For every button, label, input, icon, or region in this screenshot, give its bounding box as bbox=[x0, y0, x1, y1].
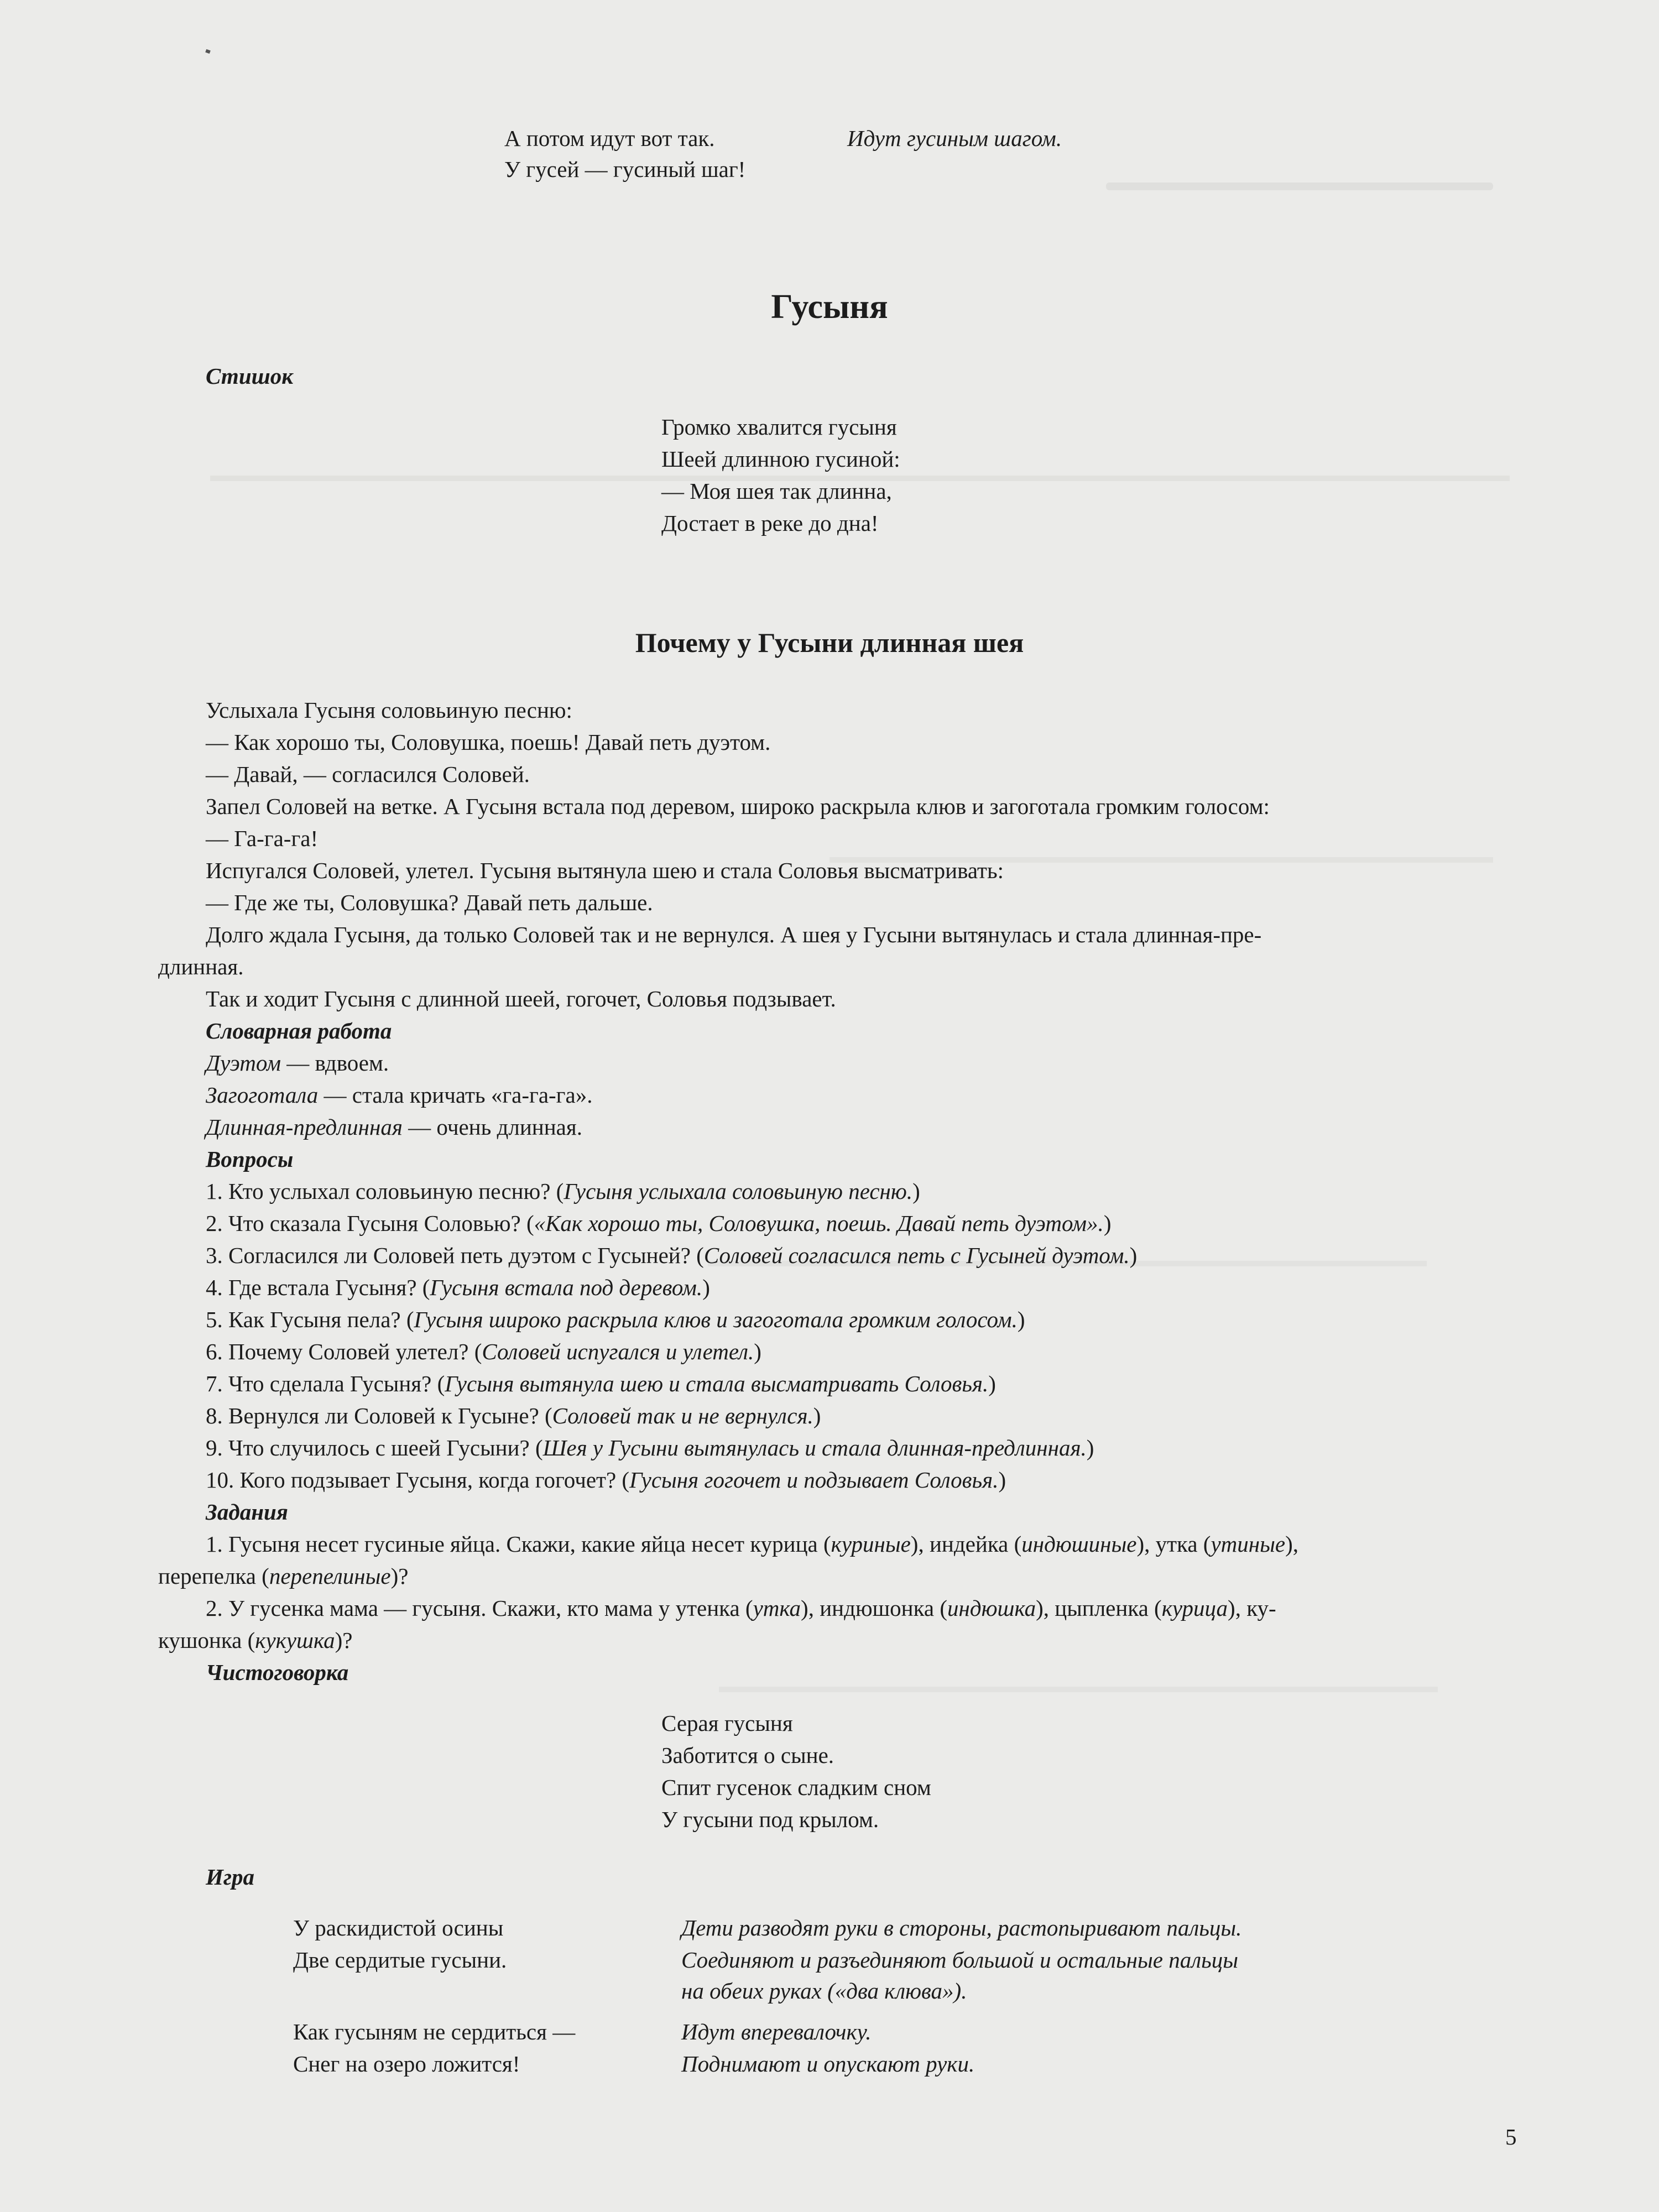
story-paragraph-5: — Га-га-га! bbox=[206, 826, 319, 851]
story-paragraph-2: — Как хорошо ты, Соловушка, поешь! Давай петь дуэтом. bbox=[206, 729, 771, 755]
stishok-line-3: — Моя шея так длинна, bbox=[661, 478, 892, 504]
chistogovorka-line-1: Серая гусыня bbox=[661, 1710, 793, 1736]
game-label: Игра bbox=[206, 1864, 255, 1890]
story-paragraph-6: Испугался Соловей, улетел. Гусыня вытянула шею и стала Соловья высматривать: bbox=[206, 858, 1004, 883]
story-paragraph-4: Запел Соловей на ветке. А Гусыня встала под деревом, широко раскрыла клюв и загоготала громким голосом: bbox=[206, 794, 1270, 819]
question-item: 1. Кто услыхал соловьиную песню? (Гусыня услыхала соловьиную песню.) bbox=[206, 1178, 920, 1204]
vocab-term: Загоготала bbox=[206, 1082, 319, 1108]
story-paragraph-8-line-2: длинная. bbox=[158, 954, 244, 979]
game-action-2: Соединяют и разъединяют большой и остальные пальцы bbox=[681, 1947, 1239, 1973]
chistogovorka-line-2: Заботится о сыне. bbox=[661, 1743, 834, 1768]
question-item: 9. Что случилось с шеей Гусыни? (Шея у Гусыни вытянулась и стала длинная-предлинная.) bbox=[206, 1435, 1094, 1460]
chistogovorka-line-3: Спит гусенок сладким сном bbox=[661, 1775, 931, 1800]
vocab-definition: — очень длинная. bbox=[402, 1114, 582, 1140]
chistogovorka-line-4: У гусыни под крылом. bbox=[661, 1807, 879, 1832]
stishok-line-1: Громко хвалится гусыня bbox=[661, 414, 897, 440]
chistogovorka-label: Чистоговорка bbox=[206, 1660, 349, 1685]
game-text-2: Две сердитые гусыни. bbox=[293, 1947, 507, 1973]
top-poem-line-1: А потом идут вот так. bbox=[504, 126, 715, 151]
game-action-4: Поднимают и опускают руки. bbox=[681, 2051, 975, 2077]
story-paragraph-9: Так и ходит Гусыня с длинной шеей, гогочет, Соловья подзывает. bbox=[206, 986, 836, 1011]
question-item: 5. Как Гусыня пела? (Гусыня широко раскрыла клюв и загоготала громким голосом.) bbox=[206, 1307, 1025, 1332]
stishok-line-4: Достает в реке до дна! bbox=[661, 510, 879, 536]
task-2-line-2: кушонка (кукушка)? bbox=[158, 1627, 353, 1653]
question-item: 4. Где встала Гусыня? (Гусыня встала под деревом.) bbox=[206, 1275, 710, 1300]
tasks-label: Задания bbox=[206, 1499, 288, 1525]
story-title: Почему у Гусыни длинная шея bbox=[635, 627, 1024, 658]
section-title: Гусыня bbox=[771, 288, 888, 326]
page-number: 5 bbox=[1505, 2124, 1517, 2150]
game-action-2-continued: на обеих руках («два клюва»). bbox=[681, 1978, 967, 2004]
vocab-item bbox=[206, 1114, 582, 1140]
game-text-4: Снег на озеро ложится! bbox=[293, 2051, 520, 2077]
vocab-item bbox=[206, 1050, 389, 1076]
top-poem-line-1-note: Идут гусиным шагом. bbox=[847, 126, 1062, 151]
vocab-definition: — вдвоем. bbox=[281, 1050, 389, 1076]
story-paragraph-8-line-1: Долго ждала Гусыня, да только Соловей так и не вернулся. А шея у Гусыни вытянулась и стала длинная-пре- bbox=[206, 922, 1262, 947]
game-action-3: Идут вперевалочку. bbox=[681, 2019, 872, 2044]
story-paragraph-1: Услыхала Гусыня соловьиную песню: bbox=[206, 697, 572, 723]
question-item: 10. Кого подзывает Гусыня, когда гогочет? (Гусыня гогочет и подзывает Соловья.) bbox=[206, 1467, 1006, 1493]
game-action-1: Дети разводят руки в стороны, растопыривают пальцы. bbox=[681, 1915, 1242, 1940]
questions-label: Вопросы bbox=[206, 1146, 294, 1172]
game-text-3: Как гусыням не сердиться — bbox=[293, 2019, 576, 2044]
question-item: 3. Согласился ли Соловей петь дуэтом с Гусыней? (Соловей согласился петь с Гусыней дуэтом.) bbox=[206, 1243, 1138, 1268]
story-paragraph-7: — Где же ты, Соловушка? Давай петь дальше. bbox=[206, 890, 653, 915]
story-paragraph-3: — Давай, — согласился Соловей. bbox=[206, 761, 530, 787]
vocab-item bbox=[206, 1082, 592, 1108]
stishok-line-2: Шеей длинною гусиной: bbox=[661, 446, 900, 472]
vocab-term: Длинная-предлинная bbox=[206, 1114, 403, 1140]
vocab-label: Словарная работа bbox=[206, 1018, 392, 1044]
question-item: 8. Вернулся ли Соловей к Гусыне? (Соловей так и не вернулся.) bbox=[206, 1403, 821, 1428]
stishok-label: Стишок bbox=[206, 363, 294, 389]
question-item: 7. Что сделала Гусыня? (Гусыня вытянула шею и стала высматривать Соловья.) bbox=[206, 1371, 996, 1396]
task-1-line-2: перепелка (перепелиные)? bbox=[158, 1563, 409, 1589]
scan-speck bbox=[205, 49, 211, 54]
vocab-term: Дуэтом bbox=[206, 1050, 281, 1076]
task-1-line-1: 1. Гусыня несет гусиные яйца. Скажи, какие яйца несет курица (куриные), индейка (индюшиные), утка (утиные), bbox=[206, 1531, 1298, 1557]
question-item: 6. Почему Соловей улетел? (Соловей испугался и улетел.) bbox=[206, 1339, 761, 1364]
vocab-definition: — стала кричать «га-га-га». bbox=[318, 1082, 593, 1108]
question-item: 2. Что сказала Гусыня Соловью? («Как хорошо ты, Соловушка, поешь. Давай петь дуэтом».) bbox=[206, 1211, 1112, 1236]
game-text-1: У раскидистой осины bbox=[293, 1915, 504, 1940]
task-2-line-1: 2. У гусенка мама — гусыня. Скажи, кто мама у утенка (утка), индюшонка (индюшка), цыпленка (курица), ку- bbox=[206, 1595, 1276, 1621]
top-poem-line-2: У гусей — гусиный шаг! bbox=[504, 156, 746, 182]
